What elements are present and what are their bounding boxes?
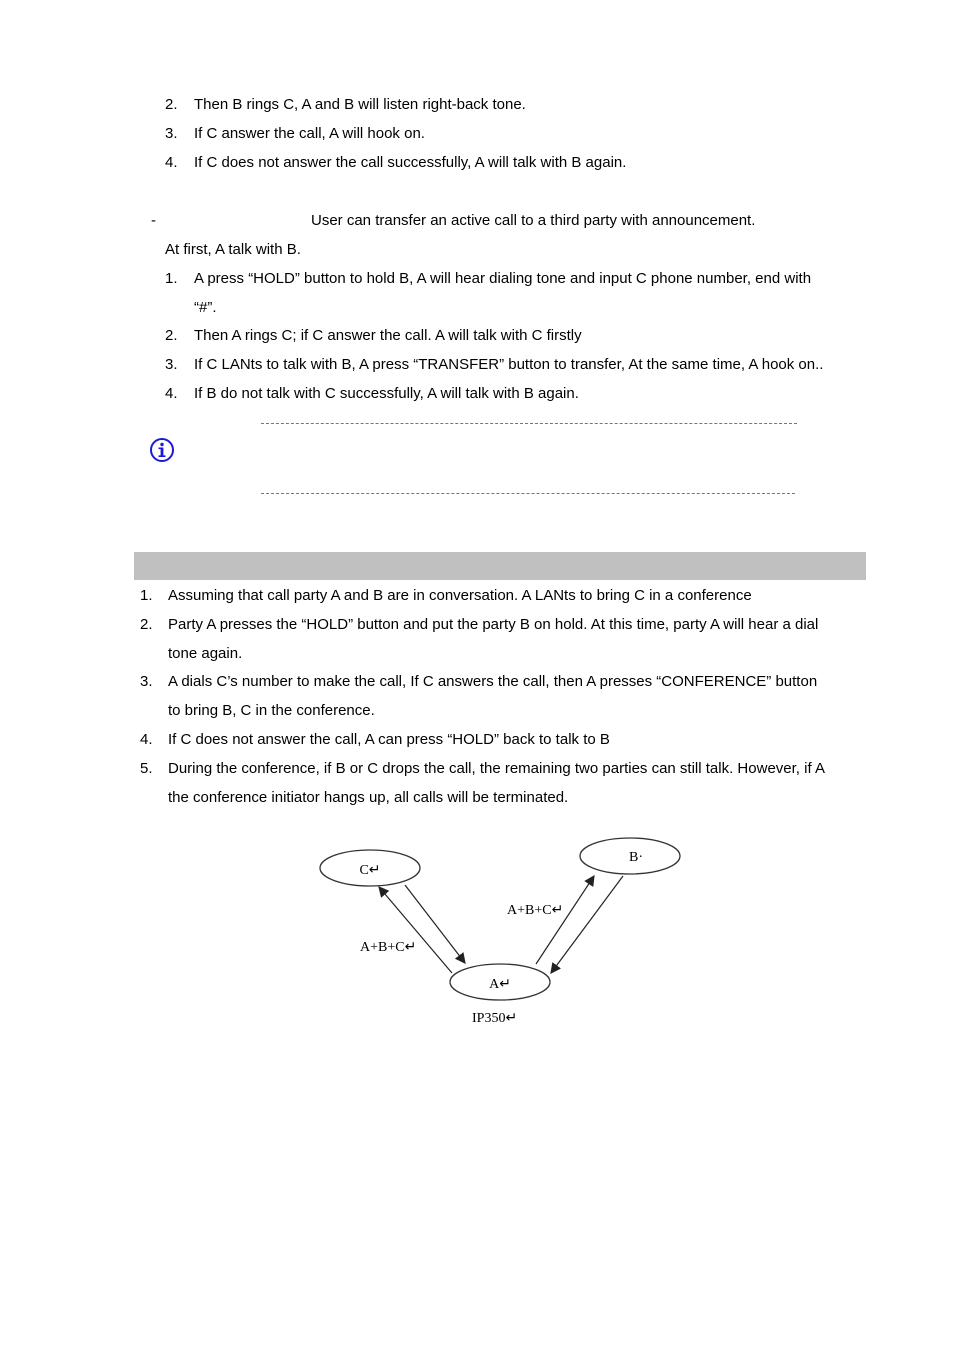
list-number: 2. [165,96,178,113]
list-item-text: If C LANts to talk with B, A press “TRANSFER” button to transfer, At the same time, A hook on.. [194,356,824,373]
list-number: 4. [140,731,153,748]
conference-diagram [300,830,700,1035]
list-item-text: Party A presses the “HOLD” button and put the party B on hold. At this time, party A will hear a dial [168,616,819,633]
node-a-label: A↵ [489,977,511,992]
list-item-text: If C answer the call, A will hook on. [194,125,425,142]
list-number: 2. [140,616,153,633]
list-item-text: If C does not answer the call, A can press “HOLD” back to talk to B [168,731,610,748]
section-header-bar [134,552,866,580]
list-number: 2. [165,327,178,344]
list-item-text-continued: the conference initiator hangs up, all calls will be terminated. [168,789,569,806]
list-number: 3. [165,125,178,142]
edge-label-right: A+B+C↵ [507,903,564,918]
arrow-a-to-c [379,887,452,973]
list-item-text: A dials C’s number to make the call, If C answers the call, then A presses “CONFERENCE” button [168,673,818,690]
note-bottom-divider [261,493,795,494]
list-item-text: A press “HOLD” button to hold B, A will hear dialing tone and input C phone number, end with [194,270,812,287]
list-item-text: During the conference, if B or C drops the call, the remaining two parties can still talk. However, if A [168,760,825,777]
list-number: 3. [165,356,178,373]
list-item-text: Then A rings C; if C answer the call. A will talk with C firstly [194,327,582,344]
info-circle-icon [149,437,175,463]
list-number: 1. [140,587,153,604]
list-item-text-continued: “#”. [194,299,217,316]
note-top-divider [261,423,797,424]
list-item-text: If C does not answer the call successfully, A will talk with B again. [194,154,627,171]
list-number: 4. [165,154,178,171]
list-number: 3. [140,673,153,690]
node-b-label: B· [629,850,643,865]
list-item-text-continued: to bring B, C in the conference. [168,702,375,719]
arrow-a-to-b [536,876,594,964]
attended-transfer-description: User can transfer an active call to a third party with announcement. [311,212,756,229]
node-c-label: C↵ [359,863,381,878]
list-number: 4. [165,385,178,402]
list-item-text: Assuming that call party A and B are in conversation. A LANts to bring C in a conference [168,587,752,604]
attended-transfer-intro: At first, A talk with B. [165,241,301,258]
edge-label-left: A+B+C↵ [360,940,417,955]
list-item-text: If B do not talk with C successfully, A will talk with B again. [194,385,579,402]
list-item-text-continued: tone again. [168,645,243,662]
list-number: 1. [165,270,178,287]
list-number: 5. [140,760,153,777]
list-item-text: Then B rings C, A and B will listen right-back tone. [194,96,526,113]
bullet-dash: - [151,212,156,229]
diagram-caption: IP350↵ [472,1011,518,1026]
